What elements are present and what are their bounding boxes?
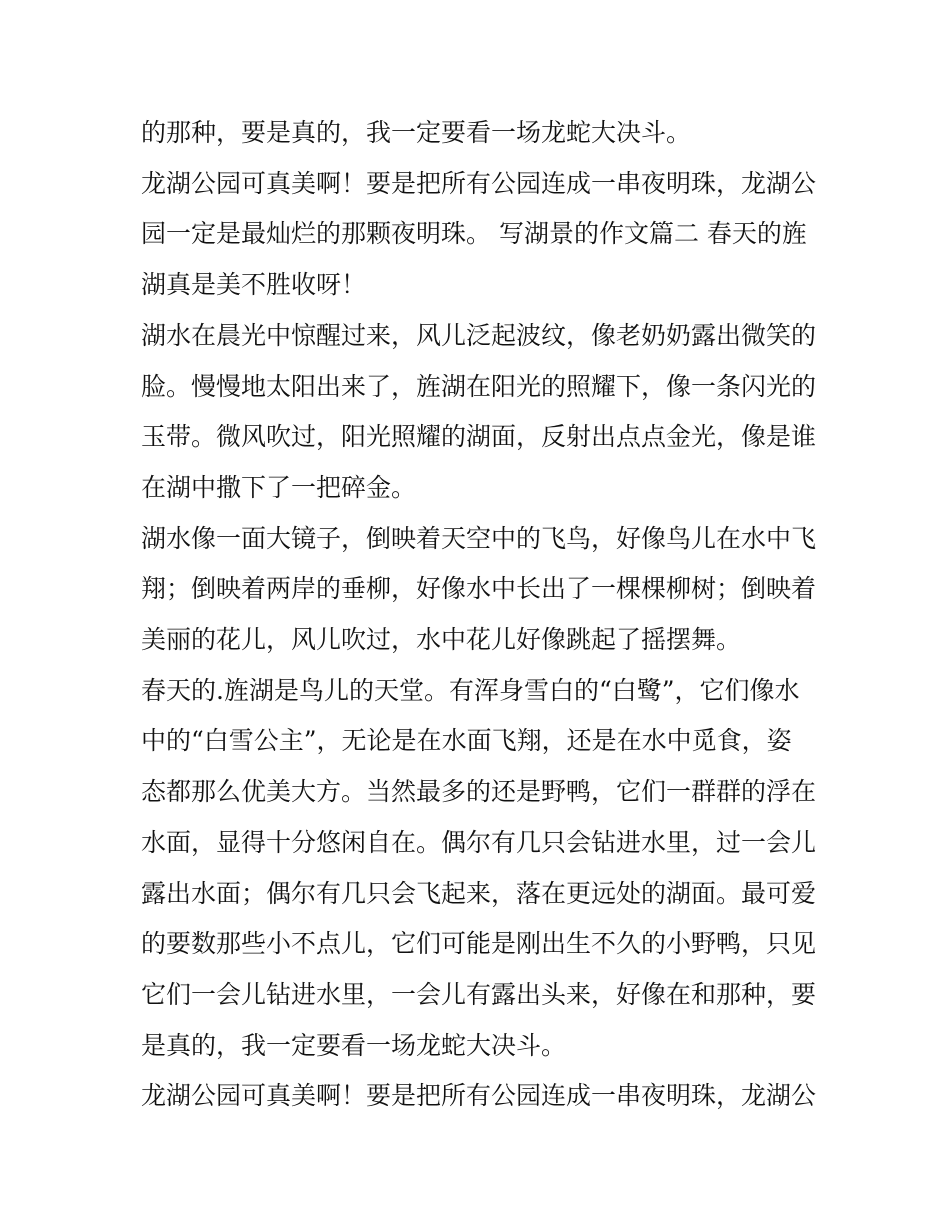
- paragraph-5: 春天的.旌湖是鸟儿的天堂。有浑身雪白的“白鹭”，它们像水中的“白雪公主”，无论是在水面飞翔，还是在水中觅食，姿态都那么优美大方。当然最多的还是野鸭，它们一群群的浮在水面，显得十分悠闲自在。偶尔有几只会钻进水里，过一会儿露出水面；偶尔有几只会飞起来，落在更远处的湖面。最可爱的要数那些小不点儿，它们可能是刚出生不久的小野鸭，只见它们一会儿钻进水里，一会儿有露出头来，好像在和那种，要是真的，我一定要看一场龙蛇大决斗。: [141, 675, 817, 1060]
- paragraph-1: 的那种，要是真的，我一定要看一场龙蛇大决斗。: [141, 118, 692, 147]
- paragraph-4: 湖水像一面大镜子，倒映着天空中的飞鸟，好像鸟儿在水中飞翔；倒映着两岸的垂柳，好像水中长出了一棵棵柳树；倒映着美丽的花儿，风儿吹过，水中花儿好像跳起了摇摆舞。: [141, 523, 817, 655]
- paragraph-2: 龙湖公园可真美啊！要是把所有公园连成一串夜明珠，龙湖公园一定是最灿烂的那颗夜明珠。 写湖景的作文篇二 春天的旌湖真是美不胜收呀！: [141, 168, 817, 300]
- document-body: [141, 108, 816, 1122]
- paragraph-6: 龙湖公园可真美啊！要是把所有公园连成一串夜明珠，龙湖公: [141, 1081, 817, 1111]
- paragraph-3: 湖水在晨光中惊醒过来，风儿泛起波纹，像老奶奶露出微笑的脸。慢慢地太阳出来了，旌湖在阳光的照耀下，像一条闪光的玉带。微风吹过，阳光照耀的湖面，反射出点点金光，像是谁在湖中撒下了一把碎金。: [141, 320, 817, 502]
